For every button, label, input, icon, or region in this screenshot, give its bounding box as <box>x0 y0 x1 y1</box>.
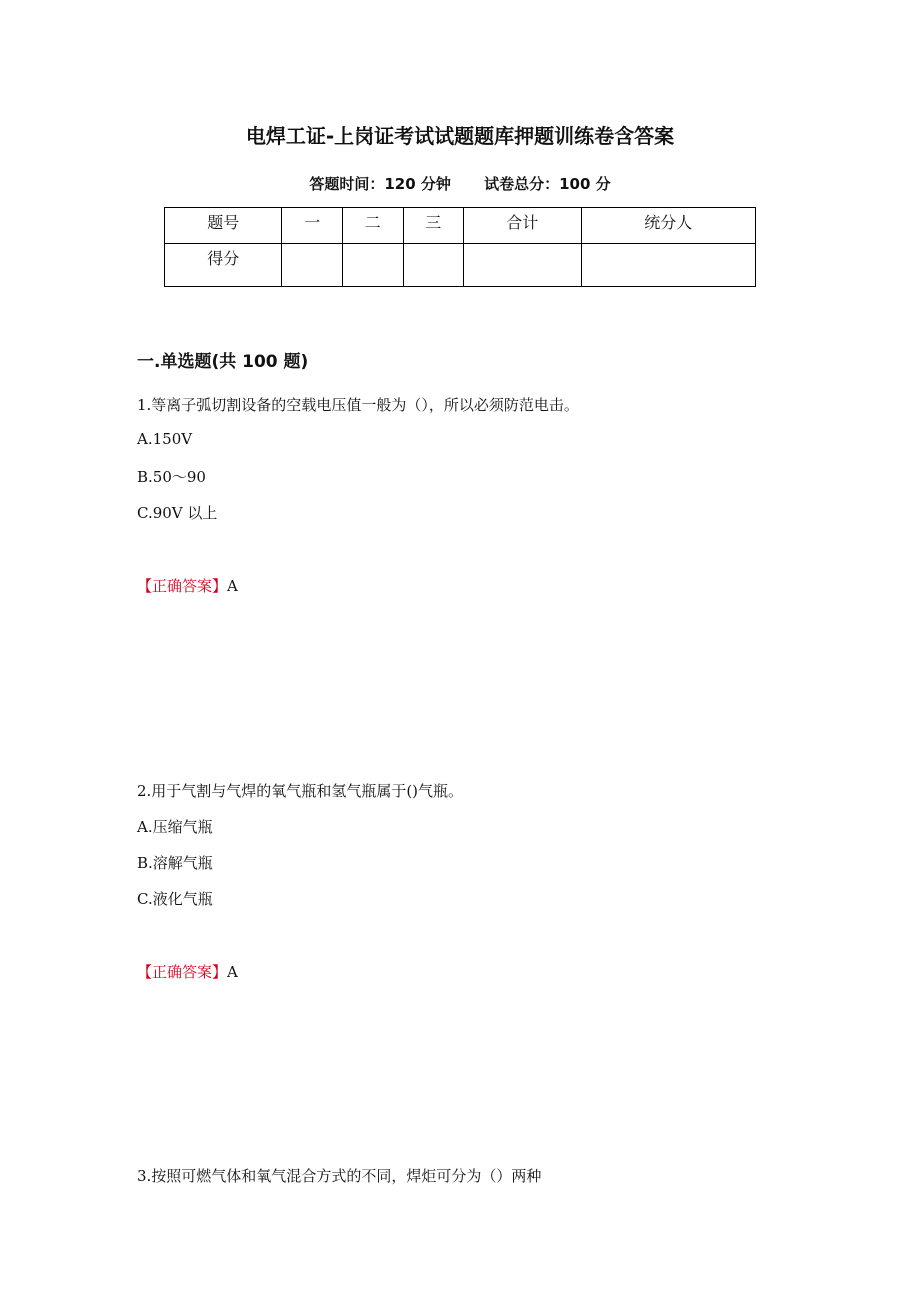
question-2-option-a: A.压缩气瓶 <box>137 818 213 836</box>
score-row-label: 得分 <box>165 244 282 287</box>
score-table-score-row <box>165 244 756 287</box>
document-title: 电焊工证-上岗证考试试题题库押题训练卷含答案 <box>245 124 675 148</box>
question-2-answer <box>137 961 238 982</box>
question-2-option-b: B.溶解气瓶 <box>137 854 213 872</box>
score-table-header-row <box>165 208 756 244</box>
question-2-stem: 2.用于气割与气焊的氧气瓶和氢气瓶属于()气瓶。 <box>137 782 464 800</box>
score-cell-part-1[interactable] <box>282 244 343 287</box>
score-cell-part-2[interactable] <box>343 244 404 287</box>
question-1-option-b: B.50～90 <box>137 468 206 486</box>
header-cell-number: 题号 <box>165 208 282 244</box>
question-1-stem: 1.等离子弧切割设备的空载电压值一般为（），所以必须防范电击。 <box>137 396 579 414</box>
answer-label: 【正确答案】 <box>137 577 228 595</box>
question-3-stem: 3.按照可燃气体和氧气混合方式的不同，焊炬可分为（）两种 <box>137 1167 542 1185</box>
answer-value: A <box>227 577 238 595</box>
exam-time: 答题时间：120 分钟 <box>309 175 451 193</box>
answer-label: 【正确答案】 <box>137 963 228 981</box>
question-2-option-c: C.液化气瓶 <box>137 890 213 908</box>
score-cell-part-3[interactable] <box>403 244 464 287</box>
question-1-answer <box>137 575 238 596</box>
header-cell-part-3: 三 <box>403 208 464 244</box>
exam-total-score: 试卷总分：100 分 <box>484 175 611 193</box>
score-table <box>164 207 756 287</box>
header-cell-total: 合计 <box>464 208 581 244</box>
score-cell-scorer[interactable] <box>581 244 755 287</box>
header-cell-part-1: 一 <box>282 208 343 244</box>
header-cell-part-2: 二 <box>343 208 404 244</box>
header-cell-scorer: 统分人 <box>581 208 755 244</box>
question-1-option-c: C.90V 以上 <box>137 504 218 522</box>
score-cell-total[interactable] <box>464 244 581 287</box>
exam-info <box>0 173 920 194</box>
section-title: 一.单选题(共 100 题) <box>137 352 309 372</box>
answer-value: A <box>227 963 238 981</box>
question-1-option-a: A.150V <box>137 430 193 448</box>
